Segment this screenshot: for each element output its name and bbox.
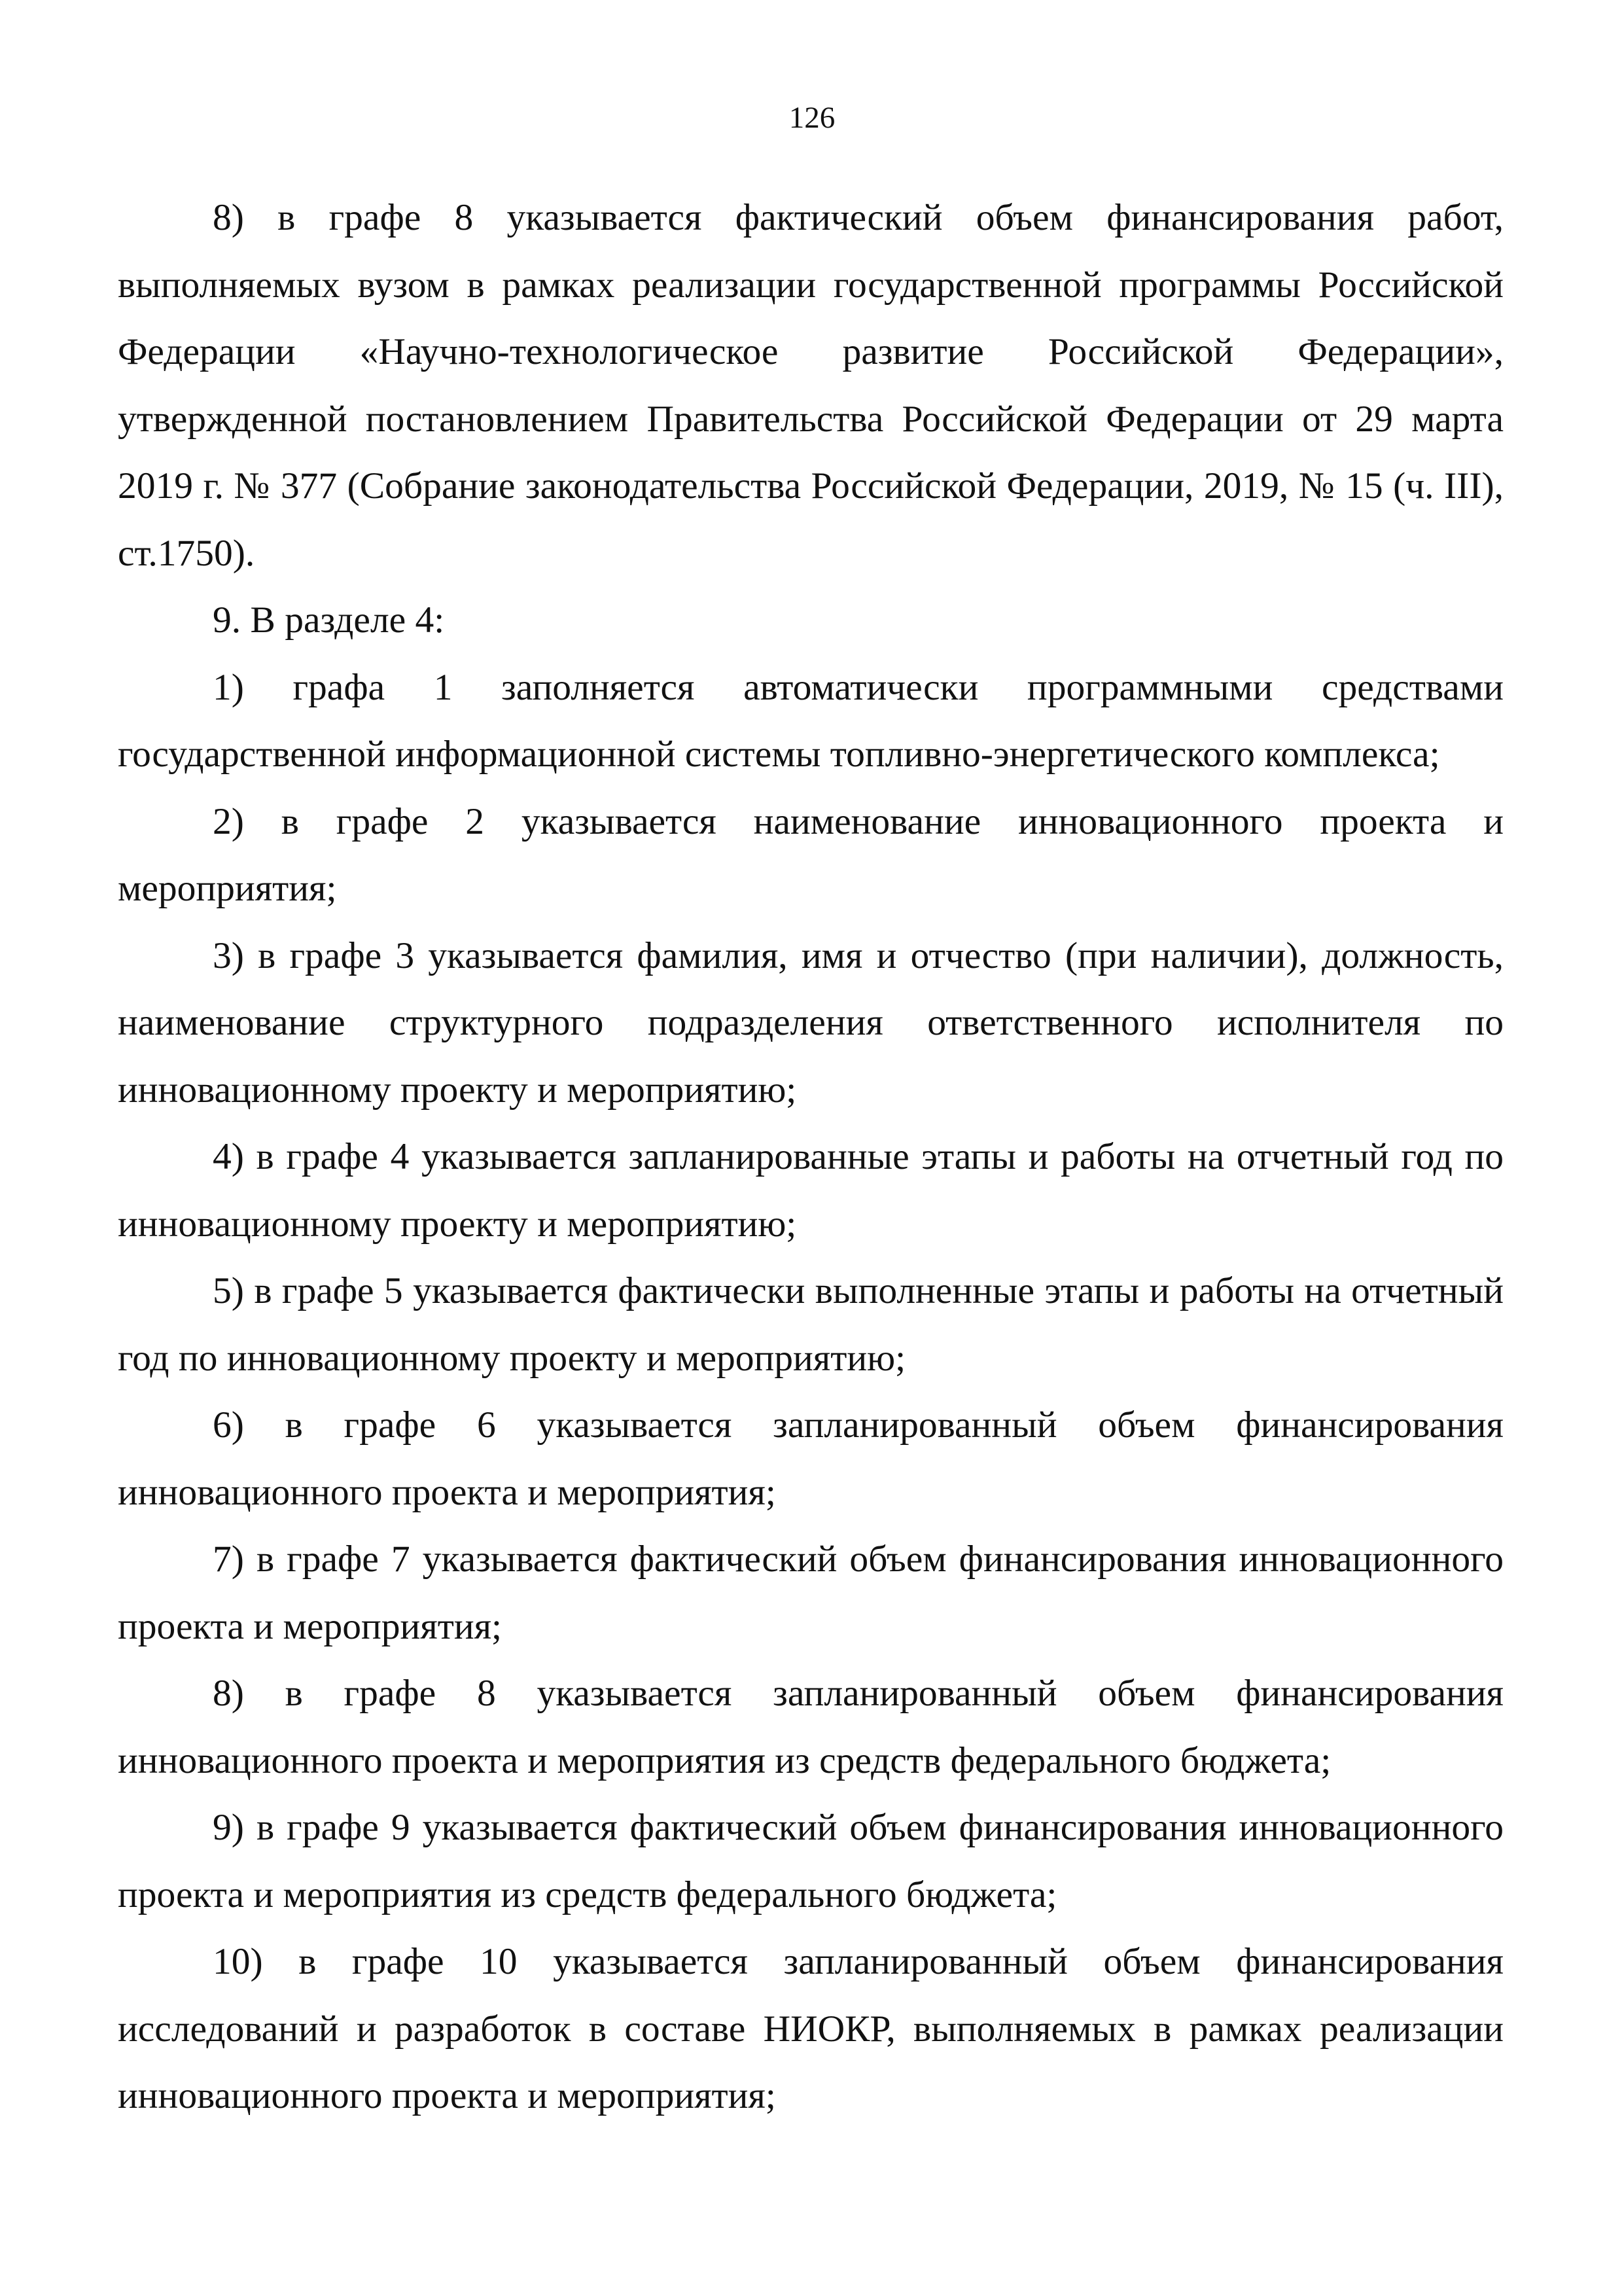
paragraph-section4-item-1: 1) графа 1 заполняется автоматически программными средствами государственной информационной системы топливно-энергетического комплекса; bbox=[118, 666, 1504, 775]
paragraph-section4-item-10: 10) в графе 10 указывается запланированный объем финансирования исследований и разработок в составе НИОКР, выполняемых в рамках реализации инновационного проекта и мероприятия; bbox=[118, 1941, 1504, 2116]
document-body bbox=[118, 185, 1504, 2130]
paragraph-section4-heading: 9. В разделе 4: bbox=[213, 599, 445, 641]
paragraph-section4-item-4: 4) в графе 4 указывается запланированные этапы и работы на отчетный год по инновационному проекту и мероприятию; bbox=[118, 1136, 1504, 1245]
paragraph-section4-item-9: 9) в графе 9 указывается фактический объем финансирования инновационного проекта и мероприятия из средств федерального бюджета; bbox=[118, 1807, 1504, 1915]
paragraph-section4-item-8: 8) в графе 8 указывается запланированный объем финансирования инновационного проекта и мероприятия из средств федерального бюджета; bbox=[118, 1673, 1504, 1781]
paragraph-section4-item-5: 5) в графе 5 указывается фактически выполненные этапы и работы на отчетный год по инновационному проекту и мероприятию; bbox=[118, 1270, 1504, 1379]
paragraph-section3-item-8: 8) в графе 8 указывается фактический объем финансирования работ, выполняемых вузом в рамках реализации государственной программы Российской Федерации «Научно-технологическое развитие Российской Федерации», утвержденной постановлением Правительства Российской Федерации от 29 марта 2019 г. № 377 (Собрание законодательства Российской Федерации, 2019, № 15 (ч. III), ст.1750). bbox=[118, 197, 1504, 574]
paragraph-section4-item-3: 3) в графе 3 указывается фамилия, имя и отчество (при наличии), должность, наименование структурного подразделения ответственного исполнителя по инновационному проекту и мероприятию; bbox=[118, 934, 1504, 1111]
page-number: 126 bbox=[788, 101, 836, 135]
paragraph-section4-item-6: 6) в графе 6 указывается запланированный объем финансирования инновационного проекта и мероприятия; bbox=[118, 1404, 1504, 1513]
paragraph-section4-item-7: 7) в графе 7 указывается фактический объем финансирования инновационного проекта и мероприятия; bbox=[118, 1539, 1504, 1647]
paragraph-section4-item-2: 2) в графе 2 указывается наименование инновационного проекта и мероприятия; bbox=[118, 800, 1504, 909]
